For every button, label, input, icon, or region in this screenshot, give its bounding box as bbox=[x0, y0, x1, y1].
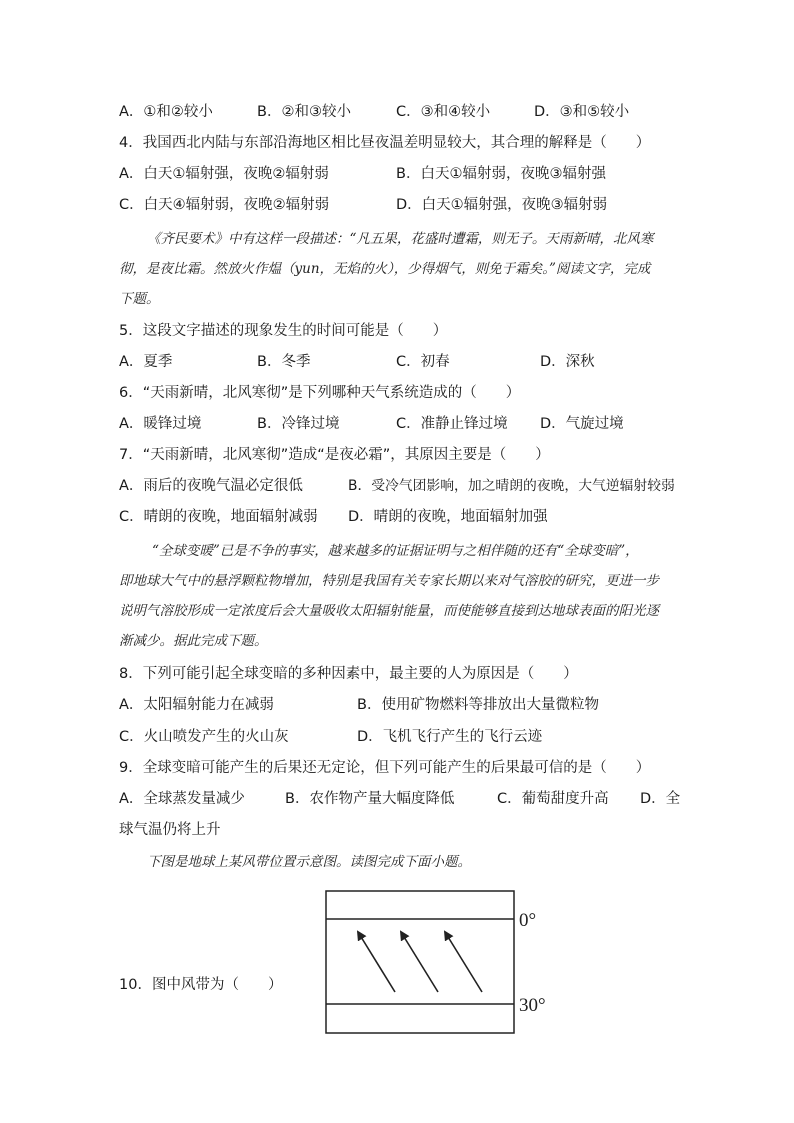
q8-stem: 8．下列可能引起全球变暗的多种因素中，最主要的人为原因是（ ） bbox=[119, 666, 578, 682]
label-30-degree: 30° bbox=[519, 995, 546, 1016]
passage2-line1: “全球变暖”已是不争的事实，越来越多的证据证明与之相伴随的还有“全球变暗”， bbox=[152, 543, 639, 559]
passage1-line1: 《齐民要术》中有这样一段描述：“凡五果，花盛时遭霜，则无子。天雨新晴，北风寒 bbox=[147, 231, 654, 247]
q6-option-d: D．气旋过境 bbox=[540, 416, 624, 432]
q3-option-d: D．③和⑤较小 bbox=[534, 104, 630, 120]
passage2-line3: 说明气溶胶形成一定浓度后会大量吸收太阳辐射能量，而使能够直接到达地球表面的阳光逐 bbox=[119, 603, 659, 619]
q8-option-c: C．火山喷发产生的火山灰 bbox=[119, 729, 289, 745]
passage2-line2: 即地球大气中的悬浮颗粒物增加，特别是我国有关专家长期以来对气溶胶的研究，更进一步 bbox=[119, 573, 659, 589]
q7-option-d: D．晴朗的夜晚，地面辐射加强 bbox=[348, 509, 548, 525]
q7-option-a: A．雨后的夜晚气温必定很低 bbox=[119, 478, 303, 494]
wind-arrow-1 bbox=[358, 932, 395, 992]
q5-option-d: D．深秋 bbox=[540, 354, 595, 370]
passage2-line4: 渐减少。据此完成下题。 bbox=[119, 633, 268, 649]
passage3: 下图是地球上某风带位置示意图。读图完成下面小题。 bbox=[147, 854, 471, 870]
q4-option-d: D．白天①辐射强，夜晚③辐射弱 bbox=[396, 197, 608, 213]
q8-option-d: D．飞机飞行产生的飞行云迹 bbox=[357, 729, 543, 745]
q9-stem: 9．全球变暗可能产生的后果还无定论，但下列可能产生的后果最可信的是（ ） bbox=[119, 760, 651, 776]
q3-option-c: C．③和④较小 bbox=[396, 104, 491, 120]
q7-stem: 7．“天雨新晴，北风寒彻”造成“是夜必霜”，其原因主要是（ ） bbox=[119, 447, 550, 463]
q5-option-c: C．初春 bbox=[396, 354, 450, 370]
q5-option-a: A．夏季 bbox=[119, 354, 173, 370]
q4-option-b: B．白天①辐射弱，夜晚③辐射强 bbox=[396, 166, 606, 182]
q5-option-b: B．冬季 bbox=[257, 354, 311, 370]
q9-option-d: D．全 bbox=[640, 791, 681, 807]
q4-stem: 4．我国西北内陆与东部沿海地区相比昼夜温差明显较大，其合理的解释是（ ） bbox=[119, 135, 651, 151]
wind-belt-diagram bbox=[325, 890, 565, 1035]
wind-arrow-2 bbox=[401, 932, 438, 992]
q8-option-a: A．太阳辐射能力在减弱 bbox=[119, 697, 274, 713]
q6-option-c: C．准静止锋过境 bbox=[396, 416, 508, 432]
passage1-line2: 彻，是夜比霜。然放火作煴（yun，无焰的火），少得烟气，则免于霜矣。”阅读文字，完成 bbox=[119, 261, 651, 277]
q3-option-b: B．②和③较小 bbox=[257, 104, 351, 120]
q9-option-b: B．农作物产量大幅度降低 bbox=[285, 791, 455, 807]
q8-option-b: B．使用矿物燃料等排放出大量微粒物 bbox=[357, 697, 599, 713]
q9-option-d-continuation: 球气温仍将上升 bbox=[119, 822, 221, 838]
q6-option-b: B．冷锋过境 bbox=[257, 416, 340, 432]
q10-stem: 10．图中风带为（ ） bbox=[119, 977, 283, 993]
wind-belt-svg bbox=[325, 890, 565, 1035]
q6-option-a: A．暖锋过境 bbox=[119, 416, 202, 432]
q7-option-c: C．晴朗的夜晚，地面辐射减弱 bbox=[119, 509, 318, 525]
label-0-degree: 0° bbox=[519, 910, 537, 931]
q6-stem: 6．“天雨新晴，北风寒彻”是下列哪种天气系统造成的（ ） bbox=[119, 385, 521, 401]
q9-option-c: C．葡萄甜度升高 bbox=[497, 791, 609, 807]
q5-stem: 5．这段文字描述的现象发生的时间可能是（ ） bbox=[119, 323, 448, 339]
q4-option-a: A．白天①辐射强，夜晚②辐射弱 bbox=[119, 166, 329, 182]
q3-option-a: A．①和②较小 bbox=[119, 104, 213, 120]
q4-option-c: C．白天④辐射弱，夜晚②辐射弱 bbox=[119, 197, 330, 213]
wind-arrow-3 bbox=[445, 932, 482, 992]
passage1-line3: 下题。 bbox=[119, 291, 160, 307]
q7-option-b: B．受冷气团影响，加之晴朗的夜晚，大气逆辐射较弱 bbox=[348, 478, 675, 494]
q9-option-a: A．全球蒸发量减少 bbox=[119, 791, 245, 807]
